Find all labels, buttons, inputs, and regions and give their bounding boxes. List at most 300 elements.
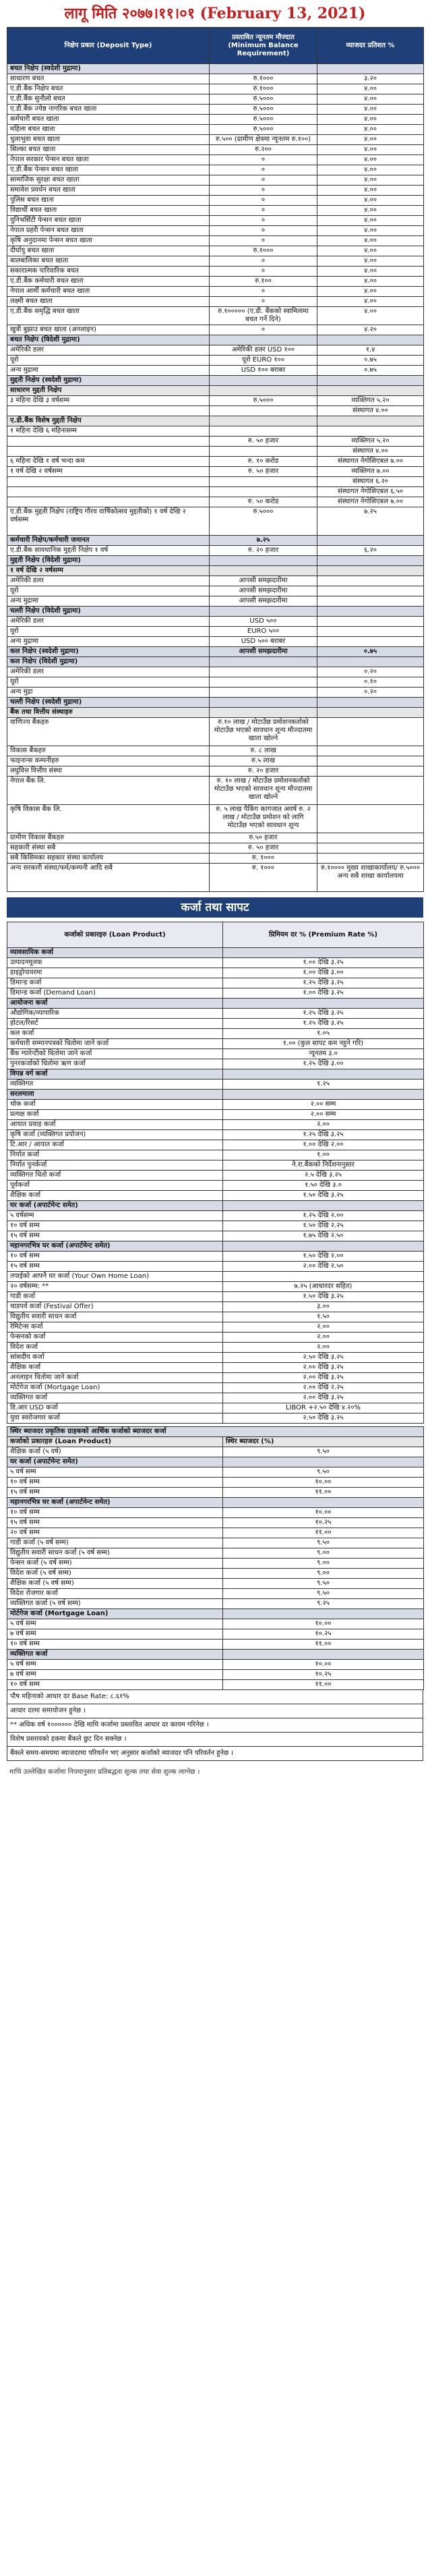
- deposit-type-cell: [7, 477, 210, 487]
- deposit-rate-cell: ४.००: [317, 246, 424, 256]
- loan-rate-cell: १.००: [223, 1150, 424, 1160]
- deposit-rate-cell: ४.००: [317, 277, 424, 287]
- fixed-section-row: [7, 1498, 424, 1508]
- deposit-min-cell: ७.२५: [210, 536, 317, 546]
- loan-rate-cell: ने.रा.बैंकको निर्देशनानुसार: [223, 1160, 424, 1171]
- deposit-rate-cell: ४.००: [317, 165, 424, 175]
- deposit-type-cell: ए.डी.बैंक पेन्सन बचत खाता: [7, 165, 210, 175]
- loan-rate-cell: २.०० सम्म: [223, 1110, 424, 1120]
- loan-row: [7, 1171, 424, 1181]
- fixed-type-cell: १५ वर्ष सम्म: [7, 1518, 223, 1528]
- loan-row: [7, 988, 424, 999]
- deposit-min-cell: रु. ५ लाख पैकिंग कागजात अवर्ष रु. २ लाख / मोटाउँछ प्रमोशन को लागि मोटाउँछ भएको सावधान शून्य: [210, 805, 317, 833]
- deposit-rate-cell: ४.००: [317, 297, 424, 307]
- deposit-min-cell: रु.५०० (ग्रामीण क्षेत्रमा न्यूनतम रु.१००): [210, 135, 317, 145]
- loan-section-row: [7, 1201, 424, 1211]
- fixed-row: [7, 1467, 424, 1478]
- deposit-section-row: [7, 556, 424, 566]
- deposit-rate-cell: [317, 708, 424, 718]
- fixed-rate-cell: [223, 1650, 424, 1660]
- deposit-type-cell: [7, 406, 210, 416]
- deposit-rate-cell: ४.००: [317, 196, 424, 206]
- deposit-rate-cell: [317, 805, 424, 833]
- loan-row: [7, 1272, 424, 1282]
- deposit-row: [7, 467, 424, 477]
- deposit-rate-cell: ४.००: [317, 226, 424, 236]
- fixed-rate-cell: १०.२५: [223, 1670, 424, 1680]
- deposit-min-cell: [210, 677, 317, 688]
- fixed-row: [7, 1478, 424, 1488]
- deposit-min-cell: ०: [210, 297, 317, 307]
- deposit-min-cell: यूरो EURO १००: [210, 356, 317, 366]
- loan-type-cell: व्यक्तिगत कर्जा: [7, 1393, 223, 1403]
- deposit-min-cell: रु. ८ लाख: [210, 746, 317, 756]
- fixed-rate-cell: १०.००: [223, 1619, 424, 1629]
- deposit-min-cell: [210, 376, 317, 386]
- fixed-row: [7, 1508, 424, 1518]
- loan-row: [7, 1039, 424, 1049]
- deposit-min-cell: [210, 335, 317, 345]
- fixed-type-cell: ५ वर्ष सम्म: [7, 1660, 223, 1670]
- deposit-min-cell: [210, 607, 317, 617]
- deposit-type-cell: १ वर्ष देखि २ वर्षसम्म: [7, 467, 210, 477]
- deposit-type-cell: [7, 447, 210, 457]
- deposit-rate-cell: व्यक्तिगत ७.००: [317, 467, 424, 477]
- fixed-rate-cell: १०.००: [223, 1660, 424, 1670]
- fixed-type-cell: विद्युतीय सवारी साधन कर्जा (५ वर्ष सम्म): [7, 1548, 223, 1559]
- loan-rate-cell: [223, 999, 424, 1009]
- deposit-row: [7, 805, 424, 833]
- deposit-min-cell: रु.५०००: [210, 125, 317, 135]
- loan-type-cell: कर्मचारी सम्मानपत्रको धितोमा जाने कर्जा: [7, 1039, 223, 1049]
- fixed-row: [7, 1447, 424, 1457]
- deposit-rate-cell: संस्थागत ४.००: [317, 447, 424, 457]
- fixed-row: [7, 1589, 424, 1599]
- deposit-min-cell: रु. १० लाख / मोटाउँछ प्रमोशनकर्ताको मोटाउँछ भएको सावधान शून्य मौज्दातमा खाता खोल्ने: [210, 777, 317, 805]
- loan-type-cell: गाडी कर्जा: [7, 1292, 223, 1302]
- deposit-min-cell: ०: [210, 267, 317, 277]
- deposit-min-cell: ०: [210, 165, 317, 175]
- deposit-rate-cell: ४.००: [317, 206, 424, 216]
- deposit-section-row: [7, 376, 424, 386]
- deposit-min-cell: रु.५०००: [210, 115, 317, 125]
- loan-row: [7, 1191, 424, 1201]
- fixed-rate-cell: १०.००: [223, 1478, 424, 1488]
- deposit-type-cell: लघुवित्त वित्तीय संस्था: [7, 766, 210, 777]
- deposit-type-cell: सहकारी संस्था सबै: [7, 843, 210, 853]
- deposit-rate-header: व्याजदर प्रतिशत %: [317, 28, 424, 64]
- loan-rate-cell: २.५० देखि ३.२५: [223, 1353, 424, 1363]
- deposit-type-cell: महिला बचत खाता: [7, 125, 210, 135]
- deposit-min-cell: रु.५० हजार: [210, 833, 317, 843]
- deposit-type-cell: साधारण मुद्दती निक्षेप: [7, 386, 210, 396]
- deposit-row: [7, 135, 424, 145]
- fixed-row: [7, 1488, 424, 1498]
- fixed-rate-cell: ११.००: [223, 1640, 424, 1650]
- loan-row: [7, 1110, 424, 1120]
- deposit-type-cell: ए.डी.बैंक सावधानिक मुद्दती निक्षेप १ वर्ष: [7, 546, 210, 556]
- fixed-type-cell: व्यक्तिगत कर्जा (५ वर्ष सम्म): [7, 1599, 223, 1609]
- deposit-row: [7, 447, 424, 457]
- deposit-type-cell: अमेरिकी डलर: [7, 576, 210, 586]
- deposit-rate-cell: ०.७५: [317, 647, 424, 657]
- deposit-row: [7, 617, 424, 627]
- fixed-rate-cell: १०.२५: [223, 1518, 424, 1528]
- deposit-section-row: [7, 335, 424, 345]
- loan-rate-cell: LIBOR +२.५० देखि ४.२०%: [223, 1403, 424, 1413]
- fixed-type-cell: ७ वर्ष सम्म: [7, 1629, 223, 1640]
- deposit-min-cell: USD ५००: [210, 617, 317, 627]
- deposit-type-cell: खुत्री बुझाउ बचत खाता (अनलाइन): [7, 325, 210, 335]
- loan-type-cell: १५ वर्ष सम्म: [7, 1262, 223, 1272]
- fixed-rate-cell: १०.००: [223, 1508, 424, 1518]
- deposit-min-cell: आपसी समझदारीमा: [210, 647, 317, 657]
- deposit-row: [7, 267, 424, 277]
- deposit-min-cell: [210, 556, 317, 566]
- loan-row: [7, 1059, 424, 1069]
- page-title: लागू मिति २०७७।११।०१ (February 13, 2021): [64, 5, 366, 22]
- fixed-type-cell: विदेश रोजगार कर्जा: [7, 1589, 223, 1599]
- fixed-rate-cell: [223, 1498, 424, 1508]
- deposit-rate-cell: ४.००: [317, 287, 424, 297]
- deposit-section-row: [7, 647, 424, 657]
- note-line: आधार दरमा समायोजन हुनेछ ।: [7, 1704, 423, 1718]
- loan-type-cell: रेमिटेन्स कर्जा: [7, 1322, 223, 1333]
- deposit-row: [7, 718, 424, 746]
- loan-row: [7, 1211, 424, 1221]
- deposit-rate-cell: ०.१०: [317, 677, 424, 688]
- deposit-rate-cell: [317, 718, 424, 746]
- deposit-type-cell: अमेरिकी डलर: [7, 345, 210, 356]
- deposit-rate-cell: ०.२०: [317, 688, 424, 698]
- deposit-type-cell: यूरो: [7, 356, 210, 366]
- deposit-rate-cell: [317, 416, 424, 426]
- loan-row: [7, 1150, 424, 1160]
- fixed-loan-product-header: कर्जाको प्रकारहरु (Loan Product): [7, 1437, 223, 1447]
- loan-row: [7, 1221, 424, 1231]
- loan-rate-cell: १.२५ देखि २.००: [223, 1211, 424, 1221]
- loan-section-row: [7, 948, 424, 958]
- deposit-type-cell: विद्यार्थी बचत खाता: [7, 206, 210, 216]
- deposit-type-cell: ६ महिना देखि १ वर्ष भन्दा कम: [7, 457, 210, 467]
- fixed-row: [7, 1569, 424, 1579]
- deposit-type-cell: १ वर्ष देखि २ वर्षसम्म: [7, 566, 210, 576]
- deposit-min-cell: ०: [210, 196, 317, 206]
- deposit-min-cell: [210, 386, 317, 396]
- deposit-type-cell: यूरो: [7, 586, 210, 596]
- deposit-rate-cell: ४.००: [317, 115, 424, 125]
- deposit-rate-cell: [317, 756, 424, 766]
- fixed-row: [7, 1670, 424, 1680]
- deposit-section-row: [7, 657, 424, 667]
- fixed-rate-cell: ९.५०: [223, 1467, 424, 1478]
- fixed-row: [7, 1660, 424, 1670]
- deposit-row: [7, 756, 424, 766]
- deposit-type-cell: नेपाल बैंक लि.: [7, 777, 210, 805]
- loan-rate-cell: २.०० देखि २.५०: [223, 1262, 424, 1272]
- loan-type-cell: डि.आर USD कर्जा: [7, 1403, 223, 1413]
- deposit-min-cell: रु. ५० हजार: [210, 437, 317, 447]
- deposit-row: [7, 125, 424, 135]
- deposit-rate-cell: रु.१०००० मुख्य शाखाकार्यालय/ रु.५००० अन्य सबै शाखा कार्यालयमा: [317, 864, 424, 892]
- deposit-min-cell: ०: [210, 325, 317, 335]
- deposit-min-cell: [210, 657, 317, 667]
- deposit-type-cell: कल निक्षेप (स्वदेशी मुद्रामा): [7, 647, 210, 657]
- fixed-rate-cell: ९.५०: [223, 1589, 424, 1599]
- deposit-row: [7, 677, 424, 688]
- loan-rate-cell: [223, 948, 424, 958]
- deposit-type-cell: ए.डी.बैंक सुनौलो बचत: [7, 94, 210, 105]
- loan-row: [7, 1231, 424, 1241]
- premium-rate-header: प्रिमियम दर % (Premium Rate %): [223, 922, 424, 948]
- loan-type-cell: ५ वर्षसम्म: [7, 1211, 223, 1221]
- deposit-section-row: [7, 566, 424, 576]
- fixed-rate-cell: ९.००: [223, 1548, 424, 1559]
- loan-rate-cell: [223, 1201, 424, 1211]
- deposit-type-cell: कृषि अनुदानमा पेन्सन बचत खाता: [7, 236, 210, 246]
- deposit-type-cell: ए.डी.बैंक कर्मचारी बचत खाता: [7, 277, 210, 287]
- deposit-type-cell: अन्य मुद्रामा: [7, 366, 210, 376]
- deposit-rate-cell: [317, 617, 424, 627]
- loan-type-cell: विद्युतीय सवारी साधन कर्जा: [7, 1312, 223, 1322]
- deposit-min-cell: [210, 698, 317, 708]
- loan-row: [7, 1312, 424, 1322]
- deposit-rate-cell: [317, 657, 424, 667]
- deposit-rate-cell: ४.००: [317, 105, 424, 115]
- deposit-row: [7, 74, 424, 84]
- deposit-rate-cell: ४.२०: [317, 325, 424, 335]
- deposit-rate-cell: [317, 746, 424, 756]
- deposit-type-cell: चल्ती निक्षेप (विदेशी मुद्रामा): [7, 607, 210, 617]
- loan-type-cell: अनलाइन धितोमा जाने कर्जा: [7, 1373, 223, 1383]
- fixed-type-cell: ७ वर्ष सम्म: [7, 1670, 223, 1680]
- loan-row: [7, 1413, 424, 1424]
- deposit-row: [7, 477, 424, 487]
- fixed-row: [7, 1518, 424, 1528]
- deposit-type-cell: अन्य मुद्रा: [7, 688, 210, 698]
- loan-rate-cell: २.००: [223, 1120, 424, 1130]
- loan-row: [7, 1009, 424, 1019]
- fixed-rate-cell: ११.००: [223, 1528, 424, 1538]
- deposit-type-cell: साधारण बचत: [7, 74, 210, 84]
- deposit-rate-cell: १.४: [317, 345, 424, 356]
- deposit-rate-cell: ०.७५: [317, 356, 424, 366]
- deposit-row: [7, 497, 424, 507]
- deposit-row: [7, 307, 424, 325]
- deposit-min-cell: अमेरिकी डलर USD १००: [210, 345, 317, 356]
- deposit-min-cell: रु.१००००० (ए.डी. बैंकको स्वामित्वमा बचत गर्ने दिने): [210, 307, 317, 325]
- deposit-min-cell: रु.५०००: [210, 396, 317, 406]
- deposit-rate-cell: ४.००: [317, 175, 424, 186]
- loan-type-cell: प्रत्यक्ष कर्जा: [7, 1110, 223, 1120]
- note-line: बैंकले समय-समयमा ब्याजदरमा परिवर्तन भए अनुसार कर्जाको ब्याजदर पनि परिवर्तन हुनेछ ।: [7, 1747, 423, 1761]
- fixed-rate-cell: ९.२५: [223, 1599, 424, 1609]
- deposit-rate-cell: ४.००: [317, 135, 424, 145]
- deposit-row: [7, 777, 424, 805]
- loan-rate-cell: २.००: [223, 1322, 424, 1333]
- deposit-min-cell: [210, 688, 317, 698]
- deposit-min-cell: रु.१०००: [210, 246, 317, 256]
- deposit-min-cell: रु. १०००: [210, 853, 317, 864]
- loan-rate-cell: ७.२५ (आधारदर सहित): [223, 1282, 424, 1292]
- deposit-rate-cell: ४.००: [317, 267, 424, 277]
- deposit-type-header: निक्षेप प्रकार (Deposit Type): [7, 28, 210, 64]
- deposit-row: [7, 576, 424, 586]
- deposit-min-cell: [210, 487, 317, 497]
- deposit-rate-cell: [317, 777, 424, 805]
- loan-type-cell: पूर्वकर्जा: [7, 1181, 223, 1191]
- deposit-min-cell: रु.५ लाख: [210, 756, 317, 766]
- loan-rate-cell: १.०५: [223, 1029, 424, 1039]
- deposit-min-cell: रु.१०००: [210, 74, 317, 84]
- loan-type-cell: बैंक ग्यारेन्टीको धितोमा जाने कर्जा: [7, 1049, 223, 1059]
- deposit-rate-cell: ७.२५: [317, 507, 424, 536]
- deposit-row: [7, 145, 424, 155]
- loan-rate-cell: १.२५ देखि ३.००: [223, 1059, 424, 1069]
- deposit-type-cell: फाइनान्स कम्पनीहरु: [7, 756, 210, 766]
- deposit-rate-cell: संस्थागत नेगोसिएबल ६.५०: [317, 487, 424, 497]
- loan-type-cell: शैक्षिक कर्जा: [7, 1363, 223, 1373]
- fixed-row: [7, 1680, 424, 1690]
- deposit-min-cell: ०: [210, 206, 317, 216]
- fixed-type-cell: महानगरभित्र घर कर्जा (अपार्टमेन्ट समेत): [7, 1498, 223, 1508]
- deposit-type-cell: कर्मचारी निक्षेप/कर्मचारी जमानत: [7, 536, 210, 546]
- loan-type-cell: औद्योगिक/व्यापारिक: [7, 1009, 223, 1019]
- loan-type-cell: पुनरकर्जाको धितोमा ऋण कर्जा: [7, 1059, 223, 1069]
- deposit-rate-cell: [317, 766, 424, 777]
- deposit-rate-table: [7, 27, 424, 892]
- deposit-min-cell: [210, 416, 317, 426]
- loan-rate-cell: १.२५ देखि ३.२५: [223, 978, 424, 988]
- loan-rate-cell: २.५ देखि ३.२५: [223, 1171, 424, 1181]
- deposit-min-cell: रु.२००: [210, 145, 317, 155]
- deposit-min-cell: [210, 426, 317, 437]
- deposit-rate-cell: संस्थागत नेगोसिएबल ७.००: [317, 497, 424, 507]
- deposit-type-cell: यूरो: [7, 677, 210, 688]
- loan-row: [7, 1252, 424, 1262]
- deposit-type-cell: युनिभर्सिटी पेन्सन बचत खाता: [7, 216, 210, 226]
- deposit-rate-cell: संस्थागत ६.२०: [317, 477, 424, 487]
- deposit-type-cell: ए.डी.बैंक ज्येष्ठ नागरिक बचत खाता: [7, 105, 210, 115]
- loan-rate-cell: १.०० (कुल सापट कम नहुने गरि): [223, 1039, 424, 1049]
- deposit-row: [7, 186, 424, 196]
- loan-rate-cell: १.५० देखि २.२५: [223, 1221, 424, 1231]
- deposit-type-cell: कर्मचारी बचत खाता: [7, 115, 210, 125]
- loan-rate-cell: न्यूनतम ३.०: [223, 1049, 424, 1059]
- loan-rate-cell: १.७५ देखि २.५०: [223, 1231, 424, 1241]
- deposit-type-cell: लक्ष्मी बचत खाता: [7, 297, 210, 307]
- deposit-rate-cell: [317, 335, 424, 345]
- loan-type-cell: निर्यात कर्जा: [7, 1150, 223, 1160]
- deposit-rate-cell: ०.२०: [317, 667, 424, 677]
- deposit-type-cell: ३ महिना देखि ३ वर्षसम्म: [7, 396, 210, 406]
- deposit-min-cell: ०: [210, 236, 317, 246]
- loan-type-cell: हाइड्रोपावरमा: [7, 968, 223, 978]
- loan-type-cell: डिमान्ड कर्जा (Demand Loan): [7, 988, 223, 999]
- loan-row: [7, 1363, 424, 1373]
- deposit-min-cell: आपसी समझदारीमा: [210, 596, 317, 607]
- deposit-type-cell: बचत निक्षेप (विदेशी मुद्रामा): [7, 335, 210, 345]
- fixed-rate-cell: ११.००: [223, 1680, 424, 1690]
- loan-row: [7, 1080, 424, 1090]
- loan-row: [7, 1292, 424, 1302]
- fixed-row: [7, 1538, 424, 1548]
- deposit-rate-cell: ४.००: [317, 155, 424, 165]
- fixed-section-row: [7, 1650, 424, 1660]
- deposit-type-cell: १ महिना देखि ६ महिनासम्म: [7, 426, 210, 437]
- fixed-type-cell: पेन्सन कर्जा (५ वर्ष सम्म): [7, 1559, 223, 1569]
- deposit-row: [7, 688, 424, 698]
- loan-type-cell: १० वर्ष सम्म: [7, 1221, 223, 1231]
- deposit-row: [7, 325, 424, 335]
- deposit-min-cell: रु.१० लाख / मोटाउँछ प्रमोशनकर्ताको मोटाउँछ भएको सावधान शून्य मौज्दातमा खाता खोल्ने: [210, 718, 317, 746]
- fixed-type-cell: १० वर्ष सम्म: [7, 1508, 223, 1518]
- loan-section-row: [7, 1241, 424, 1252]
- deposit-type-cell: बचत निक्षेप (स्वदेशी मुद्रामा): [7, 64, 210, 74]
- fixed-row: [7, 1548, 424, 1559]
- loan-row: [7, 1343, 424, 1353]
- notes-block: [0, 1690, 430, 1761]
- fixed-type-cell: १० वर्ष सम्म: [7, 1680, 223, 1690]
- loan-row: [7, 1049, 424, 1059]
- loan-rate-cell: २.०० सम्म: [223, 1100, 424, 1110]
- loan-rate-cell: १.२५: [223, 1080, 424, 1090]
- fixed-type-cell: शैक्षिक कर्जा (५ वर्ष): [7, 1447, 223, 1457]
- loan-type-cell: मोर्टगेज कर्जा (Mortgage Loan): [7, 1383, 223, 1393]
- deposit-min-cell: [210, 477, 317, 487]
- deposit-min-cell: ०: [210, 216, 317, 226]
- loan-row: [7, 1130, 424, 1140]
- deposit-type-cell: सकारात्मक पारिवारिक बचत: [7, 267, 210, 277]
- deposit-min-cell: ०: [210, 256, 317, 267]
- fixed-rate-cell: [223, 1609, 424, 1619]
- loan-row: [7, 1181, 424, 1191]
- fixed-rate-cell: ११.००: [223, 1488, 424, 1498]
- fixed-type-cell: १५ वर्ष सम्म: [7, 1488, 223, 1498]
- fixed-type-cell: २० वर्ष सम्म: [7, 1528, 223, 1538]
- fixed-rate-cell: ९.००: [223, 1569, 424, 1579]
- loan-rate-cell: १.०० देखि ३.००: [223, 968, 424, 978]
- deposit-row: [7, 507, 424, 536]
- loan-row: [7, 1100, 424, 1110]
- deposit-type-cell: समावेश प्रवर्धन बचत खाता: [7, 186, 210, 196]
- fixed-rate-cell: ९.५०: [223, 1579, 424, 1589]
- deposit-section-row: [7, 416, 424, 426]
- deposit-rate-cell: ४.००: [317, 216, 424, 226]
- loan-type-cell: सरलमाला: [7, 1090, 223, 1100]
- deposit-min-cell: रु. २० हजार: [210, 766, 317, 777]
- loan-rate-cell: १.५० देखि २.००: [223, 1252, 424, 1262]
- deposit-row: [7, 586, 424, 596]
- deposit-row: [7, 297, 424, 307]
- deposit-rate-cell: [317, 596, 424, 607]
- deposit-type-cell: मुद्दती निक्षेप (विदेशी मुद्रामा): [7, 556, 210, 566]
- deposit-type-cell: सबै किसिमका सहकार संस्था कार्यालय: [7, 853, 210, 864]
- loan-row: [7, 1373, 424, 1383]
- deposit-row: [7, 226, 424, 236]
- loan-row: [7, 1120, 424, 1130]
- deposit-rate-cell: ४.००: [317, 186, 424, 196]
- deposit-type-cell: बैंक तथा वित्तीय संस्थाहरु: [7, 708, 210, 718]
- loan-product-header: कर्जाको प्रकारहरु (Loan Product): [7, 922, 223, 948]
- deposit-min-cell: रु.१०००: [210, 84, 317, 94]
- loan-rate-cell: १.२५ देखि ३.२५: [223, 1019, 424, 1029]
- loan-type-cell: टि.आर / आयात कर्जा: [7, 1140, 223, 1150]
- deposit-type-cell: वाणिज्य बैंकहरु: [7, 718, 210, 746]
- deposit-row: [7, 256, 424, 267]
- deposit-type-cell: सामाजिक सुरक्षा बचत खाता: [7, 175, 210, 186]
- deposit-row: [7, 746, 424, 756]
